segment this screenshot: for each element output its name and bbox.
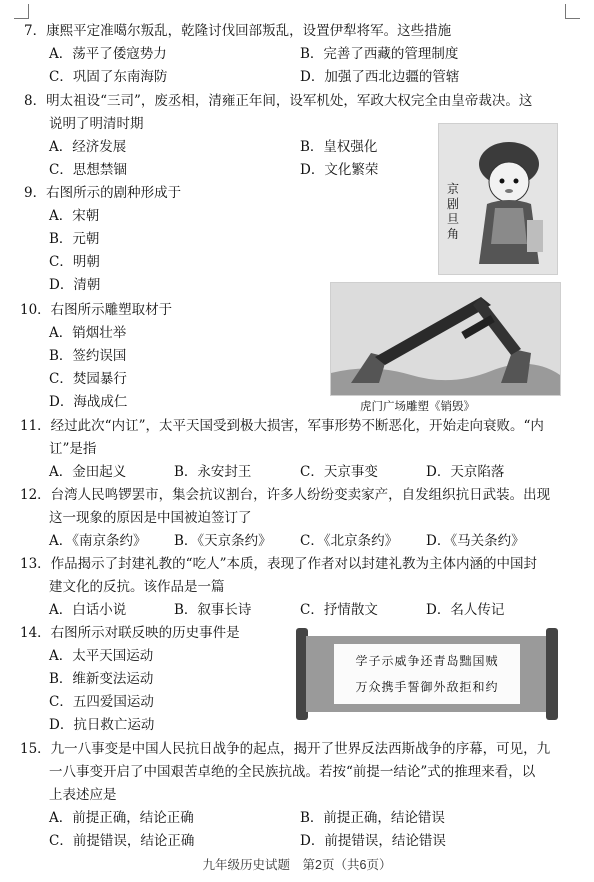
crop-mark-top-right: [565, 4, 580, 19]
q13-option-a: A．白话小说: [49, 602, 127, 618]
q9-option-c: C．明朝: [49, 254, 100, 270]
q14-option-a: A．太平天国运动: [49, 648, 154, 664]
question-13-stem: 13．作品揭示了封建礼教的“吃人”本质，表现了作者对以封建礼教为主体内涵的中国封: [20, 556, 537, 572]
q8-option-c: C．思想禁锢: [49, 162, 127, 178]
q11-option-c: C．天京事变: [300, 464, 378, 480]
q10-option-c: C．焚园暴行: [49, 371, 127, 387]
q15-option-a: A．前提正确，结论正确: [49, 810, 194, 826]
question-7-stem: 7．康熙平定准噶尔叛乱，乾隆讨伐回部叛乱，设置伊犁将军。这些措施: [24, 23, 452, 39]
question-15-stem-cont-2: 上表述应是: [49, 787, 117, 803]
question-12-stem-cont: 这一现象的原因是中国被迫签订了: [49, 510, 252, 526]
peking-opera-figure: [438, 123, 558, 275]
opera-label: 京剧旦角: [447, 182, 460, 241]
couplet-line-1: 学子示威争还青岛黜国贼: [355, 654, 499, 668]
q7-option-c: C．巩固了东南海防: [49, 69, 168, 85]
q15-option-d: D．前提错误，结论错误: [300, 833, 446, 849]
couplet-line-2: 万众携手誓御外敌拒和约: [355, 680, 499, 694]
q12-option-a: A．《南京条约》: [49, 533, 147, 549]
q12-option-d: D．《马关条约》: [426, 533, 525, 549]
question-11-stem: 11．经过此次“内讧”，太平天国受到极大损害，军事形势不断恶化，开始走向衰败。“内: [20, 418, 544, 434]
crop-mark-top-left: [14, 4, 29, 19]
page-footer: 九年级历史试题 第2页（共6页）: [202, 858, 392, 872]
q7-option-a: A．荡平了倭寇势力: [49, 46, 167, 62]
question-14-stem: 14．右图所示对联反映的历史事件是: [20, 625, 240, 641]
question-12-stem: 12．台湾人民鸣锣罢市，集会抗议割台，许多人纷纷变卖家产，自发组织抗日武装。出现: [20, 487, 551, 503]
q13-option-b: B．叙事长诗: [174, 602, 252, 618]
q15-option-c: C．前提错误，结论正确: [49, 833, 195, 849]
q13-option-c: C．抒情散文: [300, 602, 378, 618]
scroll-body: [306, 636, 548, 712]
question-15-stem-cont-1: 一八事变开启了中国艰苦卓绝的全民族抗战。若按“前提一结论”式的推理来看，以: [49, 764, 536, 780]
q11-option-b: B．永安封王: [174, 464, 252, 480]
q11-option-a: A．金田起义: [49, 464, 127, 480]
q9-option-d: D．清朝: [49, 277, 101, 293]
q10-option-b: B．签约误国: [49, 348, 127, 364]
question-10-stem: 10．右图所示雕塑取材于: [20, 302, 173, 318]
q7-option-b: B．完善了西藏的管理制度: [300, 46, 459, 62]
q8-option-a: A．经济发展: [49, 139, 127, 155]
q8-option-b: B．皇权强化: [300, 139, 378, 155]
humen-sculpture-photo: [330, 282, 561, 396]
q12-option-c: C．《北京条约》: [300, 533, 399, 549]
question-8-stem-cont: 说明了明清时期: [49, 116, 144, 132]
q15-option-b: B．前提正确，结论错误: [300, 810, 445, 826]
question-15-stem: 15．九一八事变是中国人民抗日战争的起点，揭开了世界反法西斯战争的序幕，可见，九: [20, 741, 551, 757]
q10-option-d: D．海战成仁: [49, 394, 128, 410]
sculpture-caption: 虎门广场雕塑《销毁》: [360, 399, 475, 413]
q7-option-d: D．加强了西北边疆的管辖: [300, 69, 460, 85]
q12-option-b: B．《天京条约》: [174, 533, 272, 549]
q14-option-b: B．维新变法运动: [49, 671, 154, 687]
question-13-stem-cont: 建文化的反抗。该作品是一篇: [49, 579, 225, 595]
sculpture-illustration: [331, 283, 560, 395]
q14-option-d: D．抗日救亡运动: [49, 717, 155, 733]
q11-option-d: D．天京陷落: [426, 464, 505, 480]
q9-option-b: B．元朝: [49, 231, 100, 247]
question-9-stem: 9．右图所示的剧种形成于: [24, 185, 182, 201]
couplet-scroll-figure: [296, 628, 558, 720]
couplet-panel: [334, 644, 520, 704]
q8-option-d: D．文化繁荣: [300, 162, 379, 178]
q9-option-a: A．宋朝: [49, 208, 100, 224]
q14-option-c: C．五四爱国运动: [49, 694, 154, 710]
question-8-stem: 8．明太祖设“三司”，废丞相，清雍正年间，设军机处，军政大权完全由皇帝裁决。这: [24, 93, 533, 109]
q13-option-d: D．名人传记: [426, 602, 505, 618]
question-11-stem-cont: 讧”是指: [49, 441, 97, 457]
scroll-roller-right: [546, 628, 558, 720]
q10-option-a: A．销烟壮举: [49, 325, 127, 341]
